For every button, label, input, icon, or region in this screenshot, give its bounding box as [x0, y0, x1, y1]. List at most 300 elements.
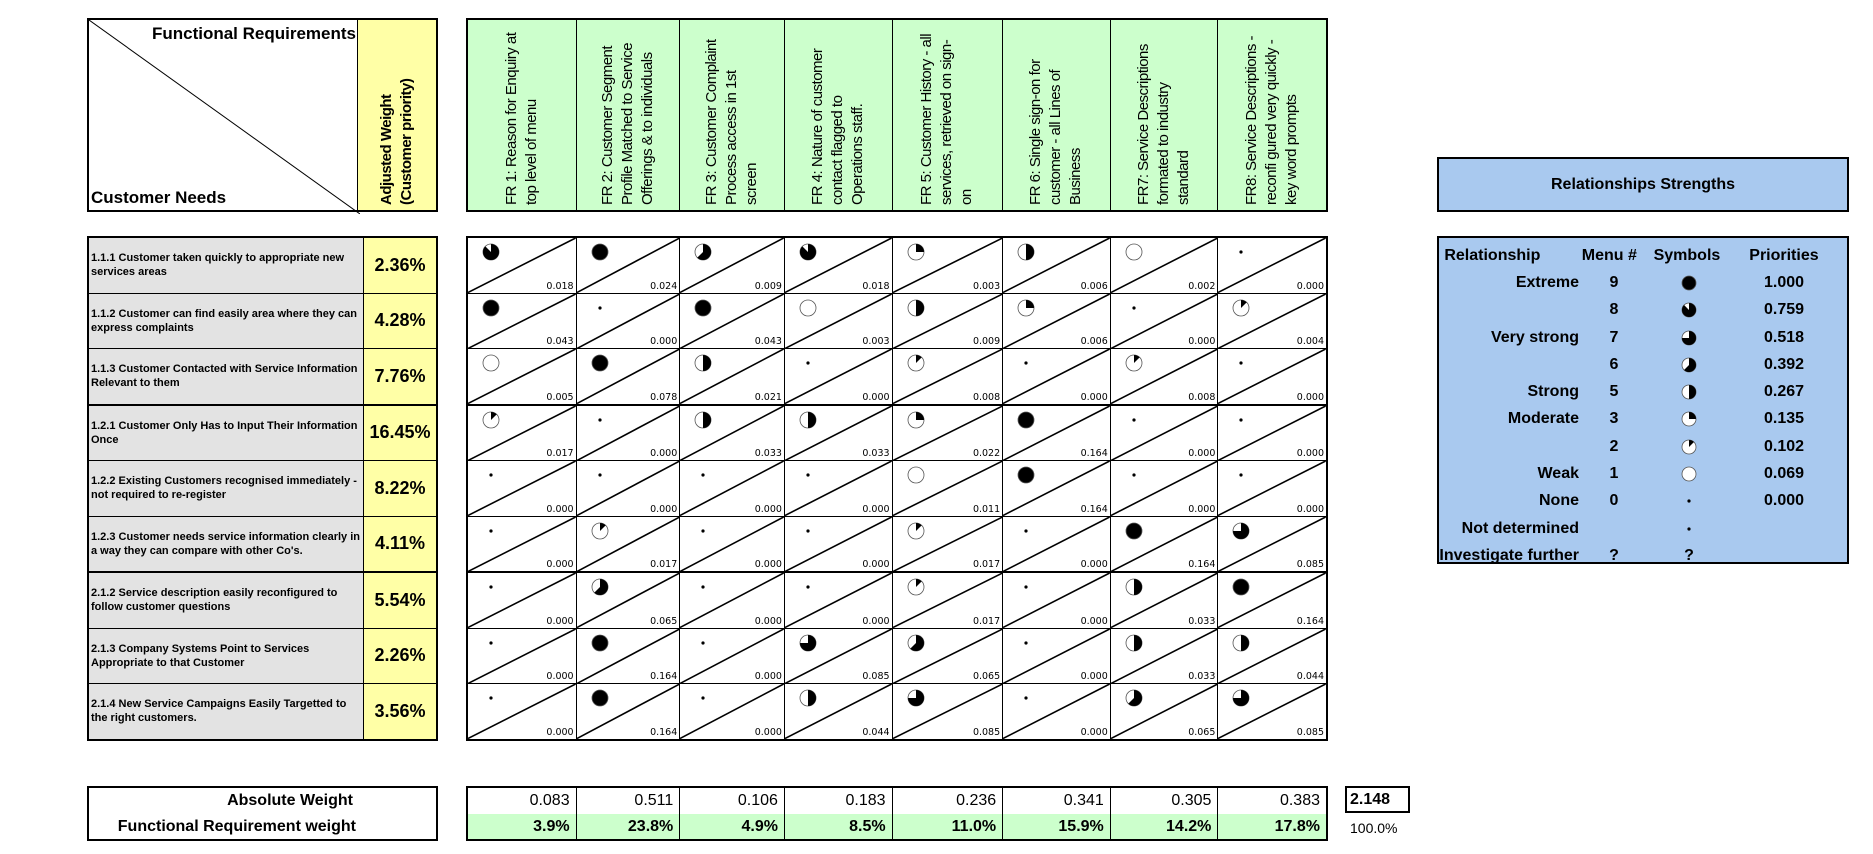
relationship-symbol-icon	[799, 243, 817, 261]
relationship-symbol-icon	[1125, 689, 1143, 707]
customer-need-label: 1.2.1 Customer Only Has to Input Their Information Once	[89, 406, 364, 461]
relationship-symbol-icon	[1017, 411, 1035, 429]
matrix-cell[interactable]	[785, 684, 893, 739]
absolute-weight-value: 0.106	[680, 788, 784, 814]
matrix-cell[interactable]	[577, 238, 681, 293]
customer-need-weight: 2.36%	[364, 238, 436, 293]
cell-value: 0.008	[1188, 391, 1216, 403]
matrix-row	[468, 629, 1326, 685]
absolute-weight-value: 0.305	[1111, 788, 1218, 814]
cell-value: 0.033	[1188, 615, 1216, 627]
relationship-symbol-icon	[591, 689, 609, 707]
legend-row	[1439, 515, 1847, 542]
cell-value: 0.164	[650, 671, 678, 682]
matrix-cell[interactable]	[1218, 573, 1326, 628]
legend-priority: 1.000	[1763, 273, 1805, 291]
relationship-symbol-icon	[694, 578, 712, 596]
matrix-cell[interactable]	[577, 573, 681, 628]
matrix-cell[interactable]	[468, 294, 577, 349]
matrix-cell[interactable]	[893, 629, 1004, 684]
grand-total: 2.148	[1345, 786, 1410, 813]
legend-table	[1437, 236, 1849, 564]
matrix-cell[interactable]	[893, 573, 1004, 628]
legend-relationship: Investigate further	[1439, 546, 1579, 564]
relationship-symbol-icon	[482, 689, 500, 707]
cell-value: 0.000	[650, 336, 678, 347]
customer-need-weight: 16.45%	[364, 406, 436, 461]
relationship-symbol-icon	[907, 411, 925, 429]
relationship-symbol-icon	[1125, 243, 1143, 261]
legend-header-menu: Menu #	[1581, 246, 1637, 264]
matrix-cell[interactable]	[680, 573, 785, 628]
customer-need-weight: 7.76%	[364, 349, 436, 404]
cell-value: 0.044	[1296, 671, 1324, 682]
matrix-cell[interactable]	[1003, 461, 1111, 516]
cell-value: 0.017	[546, 448, 574, 459]
matrix-cell[interactable]	[1111, 684, 1219, 739]
customer-need-row	[89, 461, 436, 517]
legend-row	[1439, 406, 1847, 433]
customer-need-label: 1.1.3 Customer Contacted with Service Information Relevant to them	[89, 349, 364, 404]
relationship-symbol-icon	[907, 689, 925, 707]
relationship-symbol-icon	[1125, 354, 1143, 372]
legend-symbol-icon: ?	[1684, 546, 1694, 564]
legend-symbol-icon	[1649, 493, 1729, 509]
relationship-symbol-icon	[1232, 299, 1250, 317]
legend-symbol-icon	[1649, 357, 1729, 373]
legend-relationship: Not determined	[1461, 519, 1579, 537]
matrix-row	[468, 349, 1326, 406]
matrix-cell[interactable]	[893, 461, 1004, 516]
matrix-cell[interactable]	[1218, 629, 1326, 684]
cell-value: 0.000	[1188, 448, 1216, 459]
matrix-cell[interactable]	[468, 629, 577, 684]
matrix-cell[interactable]	[785, 238, 893, 293]
relationship-symbol-icon	[907, 243, 925, 261]
legend-menu-number: 5	[1609, 383, 1619, 401]
relationship-symbol-icon	[799, 689, 817, 707]
legend-menu-number: 0	[1609, 492, 1619, 510]
customer-need-weight: 4.11%	[364, 517, 436, 572]
matrix-row	[468, 684, 1326, 739]
relationship-symbol-icon	[1125, 299, 1143, 317]
cell-value: 0.000	[1296, 448, 1324, 459]
relationship-symbol-icon	[907, 299, 925, 317]
relationship-symbol-icon	[1232, 689, 1250, 707]
cell-value: 0.000	[1188, 336, 1216, 347]
legend-symbol-icon	[1649, 275, 1729, 291]
cell-value: 0.000	[1296, 503, 1324, 515]
customer-need-label: 1.2.2 Existing Customers recognised immediately - not required to re-register	[89, 461, 364, 516]
relationship-symbol-icon	[1232, 411, 1250, 429]
absolute-weight-value: 0.341	[1003, 788, 1110, 814]
cell-value: 0.003	[862, 336, 890, 347]
relationship-symbol-icon	[1232, 522, 1250, 540]
customer-need-label: 2.1.4 New Service Campaigns Easily Targetted to the right customers.	[89, 684, 364, 739]
relationship-symbol-icon	[1232, 578, 1250, 596]
matrix-cell[interactable]	[680, 517, 785, 572]
cell-value: 0.000	[754, 559, 782, 570]
cell-value: 0.085	[1296, 726, 1324, 738]
relationship-symbol-icon	[694, 411, 712, 429]
cell-value: 0.000	[1080, 671, 1108, 682]
relationship-symbol-icon	[694, 634, 712, 652]
total-column	[1003, 788, 1111, 839]
matrix-cell[interactable]	[1218, 461, 1326, 516]
grand-percent: 100.0%	[1350, 820, 1398, 836]
customer-need-row	[89, 629, 436, 685]
fr-header-2	[577, 20, 681, 210]
cell-value: 0.004	[1296, 336, 1324, 347]
cell-value: 0.000	[546, 726, 574, 738]
cell-value: 0.065	[650, 615, 678, 627]
matrix-cell[interactable]	[577, 629, 681, 684]
relationship-symbol-icon	[591, 634, 609, 652]
fr-weight-value: 17.8%	[1218, 814, 1326, 839]
matrix-cell[interactable]	[577, 349, 681, 404]
legend-menu-number: 3	[1609, 410, 1619, 428]
matrix-cell[interactable]	[680, 349, 785, 404]
relationship-symbol-icon	[799, 411, 817, 429]
relationship-symbol-icon	[694, 689, 712, 707]
cell-value: 0.000	[650, 503, 678, 515]
cell-value: 0.000	[862, 559, 890, 570]
relationship-symbol-icon	[1017, 578, 1035, 596]
matrix-cell[interactable]	[1218, 517, 1326, 572]
legend-row	[1439, 433, 1847, 460]
legend-menu-number: 9	[1609, 273, 1619, 291]
matrix-cell[interactable]	[1003, 684, 1111, 739]
matrix-cell[interactable]	[893, 294, 1004, 349]
total-column	[577, 788, 681, 839]
legend-relationship: Extreme	[1515, 273, 1579, 291]
legend-relationship: None	[1539, 492, 1579, 510]
fr-weight-value: 15.9%	[1003, 814, 1110, 839]
matrix-cell[interactable]	[785, 629, 893, 684]
legend-symbol-icon	[1649, 466, 1729, 482]
customer-need-row	[89, 349, 436, 406]
totals-labels	[87, 786, 438, 841]
fr-header-1	[468, 20, 577, 210]
matrix-row	[468, 294, 1326, 350]
relationship-symbol-icon	[1017, 299, 1035, 317]
fr-header-label: FR 6: Single sign-on for customer - all Lines of Business	[1027, 59, 1085, 205]
matrix-cell[interactable]	[1111, 294, 1219, 349]
matrix-cell[interactable]	[785, 349, 893, 404]
fr-weight-value: 4.9%	[680, 814, 784, 839]
legend-row	[1439, 269, 1847, 296]
corner-header	[87, 18, 358, 212]
cell-value: 0.164	[1188, 559, 1216, 570]
relationship-symbol-icon	[799, 634, 817, 652]
fr-header-6	[1003, 20, 1111, 210]
cell-value: 0.033	[1188, 671, 1216, 682]
matrix-cell[interactable]	[680, 294, 785, 349]
matrix-cell[interactable]	[468, 684, 577, 739]
customer-need-row	[89, 517, 436, 574]
relationship-symbol-icon	[1017, 634, 1035, 652]
relationship-symbol-icon	[482, 578, 500, 596]
legend-relationship: Strong	[1527, 383, 1579, 401]
matrix-cell[interactable]	[1218, 406, 1326, 461]
matrix-cell[interactable]	[785, 406, 893, 461]
relationship-symbol-icon	[694, 299, 712, 317]
cell-value: 0.002	[1188, 280, 1216, 292]
matrix-row	[468, 238, 1326, 294]
diagonal-divider	[89, 20, 360, 214]
cell-value: 0.085	[1296, 559, 1324, 570]
cell-value: 0.000	[1188, 503, 1216, 515]
relationship-symbol-icon	[482, 522, 500, 540]
cell-value: 0.043	[546, 336, 574, 347]
legend-row	[1439, 460, 1847, 487]
relationship-symbol-icon	[694, 243, 712, 261]
relationship-symbol-icon	[482, 354, 500, 372]
absolute-weight-value: 0.236	[893, 788, 1003, 814]
relationship-symbol-icon	[799, 299, 817, 317]
relationship-symbol-icon	[1125, 522, 1143, 540]
cell-value: 0.006	[1080, 336, 1108, 347]
fr-weight-value: 14.2%	[1111, 814, 1218, 839]
legend-row	[1439, 324, 1847, 351]
cell-value: 0.164	[1296, 615, 1324, 627]
cell-value: 0.000	[650, 448, 678, 459]
relationship-symbol-icon	[591, 354, 609, 372]
fr-header-label: FR 4: Nature of customer contact flagged to Operations staff.	[809, 48, 867, 205]
fr-weight-value: 8.5%	[785, 814, 892, 839]
cell-value: 0.006	[1080, 280, 1108, 292]
matrix-cell[interactable]	[680, 238, 785, 293]
customer-needs-label: Customer Needs	[91, 188, 227, 207]
relationship-symbol-icon	[694, 354, 712, 372]
functional-requirements-header	[466, 18, 1328, 212]
cell-value: 0.008	[972, 391, 1001, 403]
customer-need-row	[89, 238, 436, 294]
relationship-symbol-icon	[799, 466, 817, 484]
adjusted-weight-header	[357, 18, 438, 212]
customer-need-label: 2.1.2 Service description easily reconfigured to follow customer questions	[89, 573, 364, 628]
legend-priority: 0.000	[1763, 492, 1805, 510]
matrix-cell[interactable]	[1003, 406, 1111, 461]
fr-weight-value: 11.0%	[893, 814, 1003, 839]
legend-symbol-icon	[1649, 439, 1729, 455]
matrix-cell[interactable]	[893, 517, 1004, 572]
relationship-symbol-icon	[1125, 634, 1143, 652]
matrix-cell[interactable]	[468, 461, 577, 516]
cell-value: 0.000	[754, 503, 782, 515]
matrix-cell[interactable]	[893, 406, 1004, 461]
matrix-row	[468, 573, 1326, 629]
relationship-symbol-icon	[591, 522, 609, 540]
matrix-cell[interactable]	[1003, 629, 1111, 684]
cell-value: 0.018	[546, 280, 574, 292]
legend-symbol-icon	[1649, 302, 1729, 318]
relationship-symbol-icon	[1232, 634, 1250, 652]
matrix-cell[interactable]	[577, 517, 681, 572]
legend-priority: 0.069	[1763, 465, 1805, 483]
relationship-symbol-icon	[799, 354, 817, 372]
matrix-cell[interactable]	[577, 461, 681, 516]
absolute-weight-value: 0.183	[785, 788, 892, 814]
matrix-cell[interactable]	[893, 349, 1004, 404]
relationship-symbol-icon	[1125, 578, 1143, 596]
matrix-cell[interactable]	[680, 406, 785, 461]
fr-weight-label: Functional Requirement weight	[117, 818, 356, 835]
relationship-symbol-icon	[1125, 411, 1143, 429]
cell-value: 0.000	[546, 671, 574, 682]
matrix-cell[interactable]	[1111, 629, 1219, 684]
matrix-cell[interactable]	[1111, 573, 1219, 628]
cell-value: 0.000	[862, 503, 890, 515]
cell-value: 0.085	[862, 671, 890, 682]
relationship-symbol-icon	[799, 522, 817, 540]
matrix-cell[interactable]	[468, 238, 577, 293]
matrix-cell[interactable]	[577, 684, 681, 739]
matrix-cell[interactable]	[577, 294, 681, 349]
matrix-cell[interactable]	[1003, 349, 1111, 404]
relationship-symbol-icon	[1017, 243, 1035, 261]
customer-need-weight: 5.54%	[364, 573, 436, 628]
matrix-cell[interactable]	[1111, 238, 1219, 293]
matrix-cell[interactable]	[468, 517, 577, 572]
cell-value: 0.022	[972, 448, 1001, 459]
legend-row	[1439, 488, 1847, 515]
cell-value: 0.164	[1080, 448, 1108, 459]
matrix-cell[interactable]	[1218, 294, 1326, 349]
matrix-cell[interactable]	[785, 573, 893, 628]
cell-value: 0.024	[650, 280, 678, 292]
matrix-cell[interactable]	[468, 349, 577, 404]
cell-value: 0.017	[972, 615, 1001, 627]
matrix-cell[interactable]	[1218, 349, 1326, 404]
cell-value: 0.000	[1296, 280, 1324, 292]
fr-header-label: FR 1: Reason for Enquiry at top level of menu	[502, 32, 540, 205]
customer-need-weight: 4.28%	[364, 294, 436, 349]
relationship-symbol-icon	[907, 578, 925, 596]
legend-priority: 0.135	[1763, 410, 1805, 428]
relationship-symbol-icon	[1125, 466, 1143, 484]
absolute-weight-label: Absolute Weight	[227, 792, 353, 809]
fr-weight-value: 3.9%	[468, 814, 576, 839]
customer-need-weight: 8.22%	[364, 461, 436, 516]
relationship-symbol-icon	[1232, 354, 1250, 372]
relationship-symbol-icon	[482, 466, 500, 484]
legend-header-priorities: Priorities	[1749, 246, 1819, 264]
customer-need-row	[89, 406, 436, 462]
cell-value: 0.000	[1296, 391, 1324, 403]
relationship-symbol-icon	[482, 243, 500, 261]
relationship-symbol-icon	[591, 411, 609, 429]
relationship-symbol-icon	[482, 299, 500, 317]
customer-need-weight: 2.26%	[364, 629, 436, 684]
fr-header-label: FR8: Service Descriptions - reconfi gured very quickly - key word prompts	[1243, 35, 1301, 205]
legend-relationship: Very strong	[1490, 328, 1579, 346]
legend-menu-number: 7	[1609, 328, 1619, 346]
matrix-cell[interactable]	[1003, 238, 1111, 293]
total-column	[893, 788, 1004, 839]
cell-value: 0.000	[754, 671, 782, 682]
matrix-cell[interactable]	[1003, 294, 1111, 349]
relationship-symbol-icon	[694, 522, 712, 540]
legend-row	[1439, 297, 1847, 324]
legend-row	[1439, 378, 1847, 405]
matrix-cell[interactable]	[1111, 349, 1219, 404]
matrix-cell[interactable]	[1003, 573, 1111, 628]
fr-header-label: FR 3: Customer Complaint Process access in 1st screen	[703, 39, 761, 205]
functional-requirements-label: Functional Requirements	[151, 24, 356, 43]
total-column	[1218, 788, 1326, 839]
fr-header-8	[1218, 20, 1326, 210]
fr-header-5	[893, 20, 1004, 210]
cell-value: 0.000	[1080, 615, 1108, 627]
matrix-cell[interactable]	[1003, 517, 1111, 572]
relationship-symbol-icon	[799, 578, 817, 596]
matrix-cell[interactable]	[680, 461, 785, 516]
cell-value: 0.018	[862, 280, 890, 292]
relationship-symbol-icon	[591, 466, 609, 484]
legend-priority: 0.518	[1763, 328, 1805, 346]
legend-header-relationship: Relationship	[1444, 246, 1541, 264]
cell-value: 0.003	[972, 280, 1001, 292]
legend-menu-number: 8	[1609, 301, 1619, 319]
matrix-cell[interactable]	[680, 629, 785, 684]
relationship-symbol-icon	[591, 299, 609, 317]
matrix-cell[interactable]	[1111, 517, 1219, 572]
matrix-cell[interactable]	[680, 684, 785, 739]
cell-value: 0.011	[972, 503, 1001, 515]
cell-value: 0.017	[650, 559, 678, 570]
matrix-cell[interactable]	[1111, 406, 1219, 461]
relationship-symbol-icon	[482, 634, 500, 652]
adjusted-weight-label: Adjusted Weight (Customer priority)	[378, 78, 415, 205]
matrix-cell[interactable]	[785, 461, 893, 516]
relationship-matrix	[466, 236, 1328, 741]
legend-title: Relationships Strengths	[1437, 157, 1849, 212]
relationship-symbol-icon	[907, 354, 925, 372]
cell-value: 0.009	[754, 280, 782, 292]
relationship-symbol-icon	[907, 634, 925, 652]
totals-values	[466, 786, 1328, 841]
relationship-symbol-icon	[591, 578, 609, 596]
matrix-cell[interactable]	[1111, 461, 1219, 516]
cell-value: 0.000	[754, 726, 782, 738]
legend-symbol-icon	[1649, 411, 1729, 427]
relationship-symbol-icon	[1017, 522, 1035, 540]
matrix-cell[interactable]	[785, 517, 893, 572]
matrix-cell[interactable]	[468, 406, 577, 461]
legend-priority: 0.267	[1763, 383, 1805, 401]
cell-value: 0.164	[1080, 503, 1108, 515]
customer-need-weight: 3.56%	[364, 684, 436, 739]
cell-value: 0.000	[754, 615, 782, 627]
matrix-cell[interactable]	[1218, 684, 1326, 739]
matrix-cell[interactable]	[1218, 238, 1326, 293]
cell-value: 0.033	[862, 448, 890, 459]
legend-priority: 0.759	[1763, 301, 1805, 319]
matrix-cell[interactable]	[468, 573, 577, 628]
matrix-cell[interactable]	[893, 684, 1004, 739]
matrix-cell[interactable]	[785, 294, 893, 349]
cell-value: 0.009	[972, 336, 1001, 347]
legend-menu-number: ?	[1609, 546, 1619, 564]
customer-need-label: 1.1.2 Customer can find easily area where they can express complaints	[89, 294, 364, 349]
matrix-cell[interactable]	[577, 406, 681, 461]
cell-value: 0.000	[862, 391, 890, 403]
cell-value: 0.043	[754, 336, 782, 347]
matrix-cell[interactable]	[893, 238, 1004, 293]
legend-symbol-icon	[1649, 521, 1729, 537]
legend-symbol-icon	[1649, 384, 1729, 400]
